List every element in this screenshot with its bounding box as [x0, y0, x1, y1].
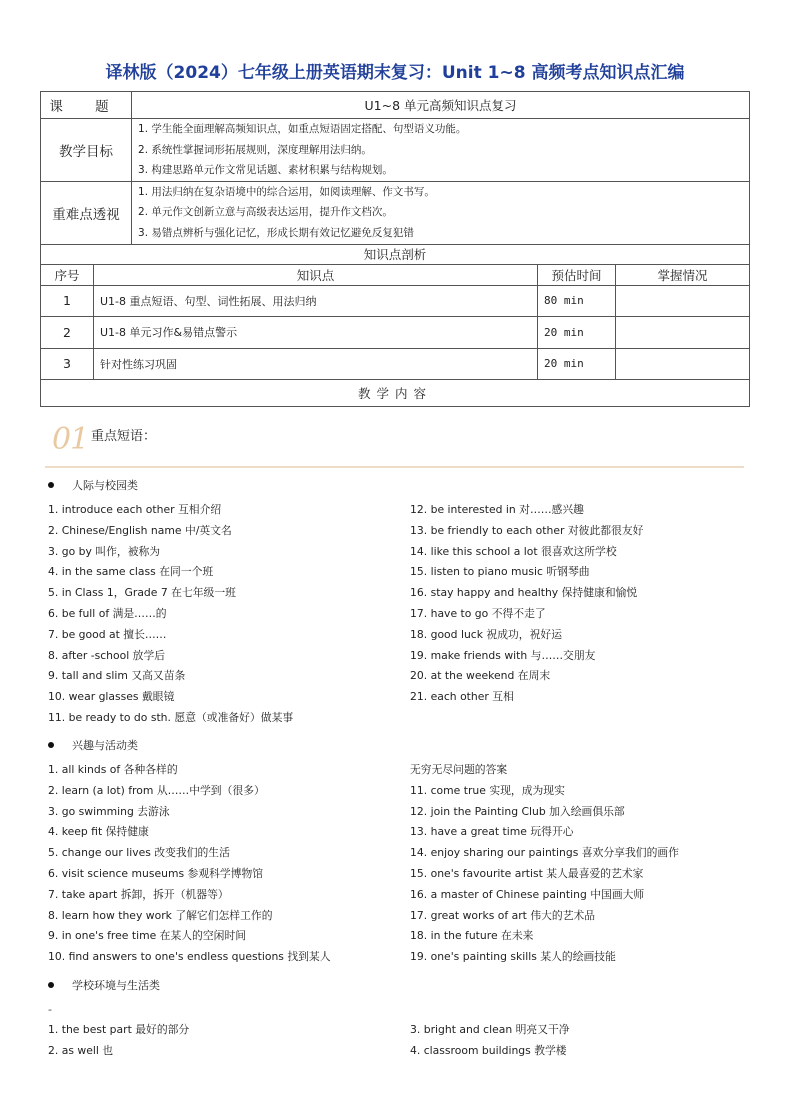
list-item: 6. be full of 满是……的 [48, 606, 167, 620]
list-item: 2. as well 也 [48, 1043, 114, 1057]
list-item: 18. good luck 祝成功，祝好运 [410, 627, 562, 641]
table-row [41, 285, 750, 316]
list-item: 5. change our lives 改变我们的生活 [48, 846, 230, 860]
bullet-icon [48, 982, 54, 988]
goal-item: 1. 学生能全面理解高频知识点，如重点短语固定搭配、句型语义功能。 [138, 123, 467, 135]
phrase-list-right [410, 500, 643, 708]
list-item: 3. bright and clean 明亮又干净 [410, 1023, 570, 1036]
list-item: 17. great works of art 伟大的艺术品 [410, 908, 596, 922]
list-item: 15. one's favourite artist 某人最喜爱的艺术家 [410, 866, 644, 880]
list-item: 4. keep fit 保持健康 [48, 825, 149, 839]
difficulty-item: 3. 易错点辨析与强化记忆，形成长期有效记忆避免反复犯错 [138, 226, 414, 239]
category-heading: 学校环境与生活类 [48, 977, 160, 993]
row-time: 20 min [538, 348, 616, 379]
list-item: 11. be ready to do sth. 愿意（或准备好）做某事 [48, 710, 294, 724]
row-no: 2 [41, 316, 94, 348]
list-item: 10. find answers to one's endless questions 找到某人 [48, 950, 331, 964]
header-no: 序号 [41, 264, 94, 285]
dash-marker: - [48, 1003, 52, 1016]
row-time: 80 min [538, 285, 616, 316]
list-item: 15. listen to piano music 听钢琴曲 [410, 565, 590, 579]
list-item: 8. after -school 放学后 [48, 648, 166, 662]
list-item: 19. make friends with 与……交朋友 [410, 648, 596, 662]
list-item: 6. visit science museums 参观科学博物馆 [48, 866, 264, 880]
header-status: 掌握情况 [616, 264, 750, 285]
list-item: 2. learn (a lot) from 从……中学到（很多） [48, 783, 265, 797]
list-item: 14. like this school a lot 很喜欢这所学校 [410, 544, 617, 558]
goals-cell [132, 119, 750, 182]
difficulty-item: 2. 单元作文创新立意与高级表达运用，提升作文档次。 [138, 206, 393, 219]
difficulty-item: 1. 用法归纳在复杂语境中的综合运用，如阅读理解、作文书写。 [138, 185, 435, 198]
category-heading: 人际与校园类 [48, 477, 138, 493]
list-item: 13. have a great time 玩得开心 [410, 825, 574, 839]
list-item: 2. Chinese/English name 中/英文名 [48, 523, 232, 537]
list-item: 13. be friendly to each other 对彼此都很友好 [410, 523, 644, 537]
section-divider [45, 466, 744, 468]
row-no: 1 [41, 285, 94, 316]
row-status [616, 348, 750, 379]
bullet-icon [48, 482, 54, 488]
topic-value: U1~8 单元高频知识点复习 [132, 92, 750, 119]
table-row [41, 348, 750, 379]
list-item: 12. join the Painting Club 加入绘画俱乐部 [410, 804, 625, 818]
list-item: 1. introduce each other 互相介绍 [48, 503, 222, 516]
list-item: 8. learn how they work 了解它们怎样工作的 [48, 908, 273, 922]
list-item: 11. come true 实现，成为现实 [410, 783, 565, 797]
phrase-list-left [48, 1020, 189, 1062]
list-item: 19. one's painting skills 某人的绘画技能 [410, 950, 616, 964]
list-item: 14. enjoy sharing our paintings 喜欢分享我们的画作 [410, 846, 679, 860]
list-item: 12. be interested in 对……感兴趣 [410, 503, 584, 516]
list-item: 7. take apart 拆卸，拆开（机器等） [48, 887, 229, 901]
list-item: 3. go swimming 去游泳 [48, 804, 170, 818]
analysis-title: 知识点剖析 [41, 244, 750, 264]
header-time: 预估时间 [538, 264, 616, 285]
list-item: 9. in one's free time 在某人的空闲时间 [48, 929, 247, 943]
phrase-list-right [410, 760, 679, 968]
list-item: 10. wear glasses 戴眼镜 [48, 690, 175, 704]
list-item: 16. a master of Chinese painting 中国画大师 [410, 887, 645, 901]
section-title: 重点短语： [91, 429, 157, 444]
phrase-list-left [48, 500, 293, 729]
list-item: 20. at the weekend 在周末 [410, 669, 551, 683]
list-item: 7. be good at 擅长…… [48, 627, 167, 641]
goal-item: 3. 构建思路单元作文常见话题、素材积累与结构规划。 [138, 164, 393, 176]
topic-label: 课 题 [41, 92, 132, 119]
list-item: 无穷无尽问题的答案 [410, 763, 508, 776]
header-point: 知识点 [94, 264, 538, 285]
list-item: 1. the best part 最好的部分 [48, 1023, 190, 1036]
row-point: U1-8 重点短语、句型、词性拓展、用法归纳 [94, 285, 538, 316]
row-no: 3 [41, 348, 94, 379]
bullet-icon [48, 742, 54, 748]
row-point: 针对性练习巩固 [94, 348, 538, 379]
row-status [616, 285, 750, 316]
list-item: 18. in the future 在未来 [410, 929, 534, 943]
table-row [41, 316, 750, 348]
category-heading: 兴趣与活动类 [48, 737, 138, 753]
row-point: U1-8 单元习作&易错点警示 [94, 316, 538, 348]
list-item: 16. stay happy and healthy 保持健康和愉悦 [410, 586, 638, 600]
list-item: 4. in the same class 在同一个班 [48, 565, 214, 579]
goals-label: 教学目标 [41, 119, 132, 182]
content-label: 教学内容 [41, 379, 750, 406]
phrase-list-right [410, 1020, 570, 1062]
list-item: 17. have to go 不得不走了 [410, 606, 546, 620]
list-item: 3. go by 叫作，被称为 [48, 544, 161, 558]
goal-item: 2. 系统性掌握词形拓展规则，深度理解用法归纳。 [138, 143, 372, 156]
difficulty-label: 重难点透视 [41, 181, 132, 244]
list-item: 5. in Class 1，Grade 7 在七年级一班 [48, 586, 236, 600]
list-item: 1. all kinds of 各种各样的 [48, 763, 178, 776]
list-item: 4. classroom buildings 教学楼 [410, 1043, 567, 1057]
lesson-info-table [40, 91, 750, 407]
row-time: 20 min [538, 316, 616, 348]
section-number: 01 [52, 422, 89, 457]
phrase-list-left [48, 760, 331, 968]
difficulty-cell [132, 181, 750, 244]
list-item: 21. each other 互相 [410, 690, 514, 704]
list-item: 9. tall and slim 又高又苗条 [48, 669, 186, 683]
row-status [616, 316, 750, 348]
document-title: 译林版（2024）七年级上册英语期末复习：Unit 1~8 高频考点知识点汇编 [105, 63, 685, 83]
